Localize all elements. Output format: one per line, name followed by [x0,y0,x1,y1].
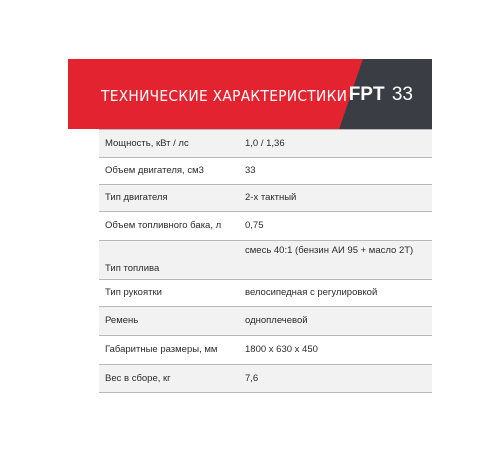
model-number: 33 [391,84,413,105]
spec-value: 2-х тактный [245,192,297,203]
header-banner [68,59,432,129]
spec-label: Объем топливного бака, л [105,220,222,231]
model-name [349,59,413,129]
spec-label: Тип топлива [105,263,160,274]
spec-label: Объем двигателя, см3 [105,165,204,176]
spec-row-engine-type [99,185,432,212]
spec-label: Тип рукоятки [105,287,162,298]
spec-row-tank [99,212,432,241]
banner-title: ТЕХНИЧЕСКИЕ ХАРАКТЕРИСТИКИ [101,87,348,105]
spec-row-handle [99,280,432,307]
spec-row-weight [99,365,432,393]
spec-row-power [99,129,432,158]
spec-row-displacement [99,158,432,185]
model-brand: FPT [348,84,385,105]
spec-label: Мощность, кВт / лс [105,137,189,149]
spec-label: Вес в сборе, кг [105,372,171,384]
spec-value: 1800 х 630 х 450 [245,344,318,355]
spec-value: 1,0 / 1,36 [245,137,285,149]
spec-value: 33 [245,165,256,176]
spec-row-dimensions [99,336,432,365]
spec-table [99,129,432,393]
spec-value: велосипедная с регулировкой [245,287,378,298]
spec-label: Тип двигателя [105,192,168,203]
spec-label: Ремень [105,315,139,326]
spec-row-fuel [99,241,432,280]
spec-value: одноплечевой [245,315,308,326]
spec-row-strap [99,307,432,336]
spec-label: Габаритные размеры, мм [105,344,218,355]
spec-value: смесь 40:1 (бензин АИ 95 + масло 2Т) [245,245,414,256]
spec-value: 7,6 [245,372,259,384]
spec-value: 0,75 [245,220,264,231]
